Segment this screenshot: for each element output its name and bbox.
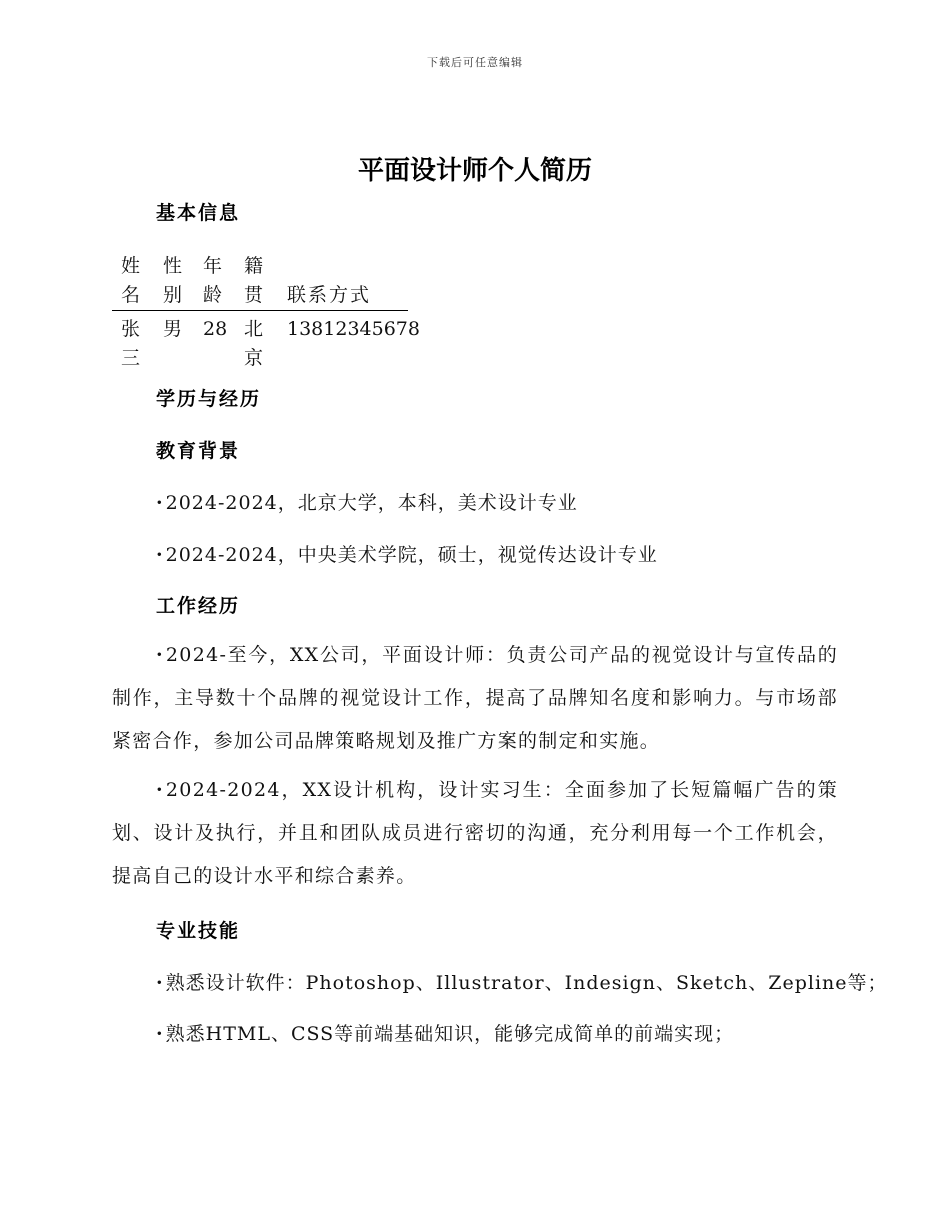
bullet-icon: · bbox=[156, 972, 164, 994]
work-item: · 2024-2024，XX设计机构，设计实习生：全面参加了长短篇幅广告的策划、设计及执行，并且和团队成员进行密切的沟通，充分利用每一个工作机会，提高自己的设计水平和综合素养。 bbox=[112, 779, 838, 887]
cell-gender: 男 bbox=[163, 318, 189, 340]
column-header-hometown: 籍贯 bbox=[244, 255, 270, 306]
section-heading-basic-info: 基本信息 bbox=[156, 202, 241, 224]
list-item: · 熟悉HTML、CSS等前端基础知识，能够完成简单的前端实现； bbox=[156, 1023, 735, 1045]
section-heading-education: 教育背景 bbox=[156, 440, 241, 462]
basic-info-table bbox=[112, 250, 420, 371]
column-header-age: 年龄 bbox=[203, 255, 229, 306]
column-header-name: 姓名 bbox=[121, 255, 147, 306]
section-heading-skills: 专业技能 bbox=[156, 920, 241, 942]
cell-name: 张三 bbox=[121, 318, 147, 369]
bullet-icon: · bbox=[156, 492, 164, 514]
cell-age: 28 bbox=[203, 318, 228, 340]
page-title: 平面设计师个人简历 bbox=[357, 156, 592, 186]
header-note: 下载后可任意编辑 bbox=[427, 56, 523, 69]
cell-contact: 13812345678 bbox=[287, 318, 420, 340]
table-row bbox=[112, 311, 420, 371]
list-item: · 2024-2024，北京大学，本科，美术设计专业 bbox=[156, 492, 578, 514]
bullet-icon: · bbox=[156, 544, 164, 566]
column-header-gender: 性别 bbox=[163, 255, 189, 306]
table-header-row bbox=[112, 250, 408, 311]
cell-hometown: 北京 bbox=[244, 318, 270, 369]
section-heading-education-experience: 学历与经历 bbox=[156, 388, 262, 410]
bullet-icon: · bbox=[156, 1023, 164, 1045]
list-item: · 熟悉设计软件：Photoshop、Illustrator、Indesign、Sketch、Zepline等； bbox=[156, 972, 888, 994]
bullet-icon: · bbox=[156, 644, 164, 666]
bullet-icon: · bbox=[156, 779, 164, 801]
column-header-contact: 联系方式 bbox=[287, 284, 372, 306]
work-item: · 2024-至今，XX公司，平面设计师：负责公司产品的视觉设计与宣传品的制作，主导数十个品牌的视觉设计工作，提高了品牌知名度和影响力。与市场部紧密合作，参加公司品牌策略规划及推广方案的制定和实施。 bbox=[112, 644, 838, 752]
list-item: · 2024-2024，中央美术学院，硕士，视觉传达设计专业 bbox=[156, 544, 658, 566]
section-heading-work: 工作经历 bbox=[156, 595, 241, 617]
